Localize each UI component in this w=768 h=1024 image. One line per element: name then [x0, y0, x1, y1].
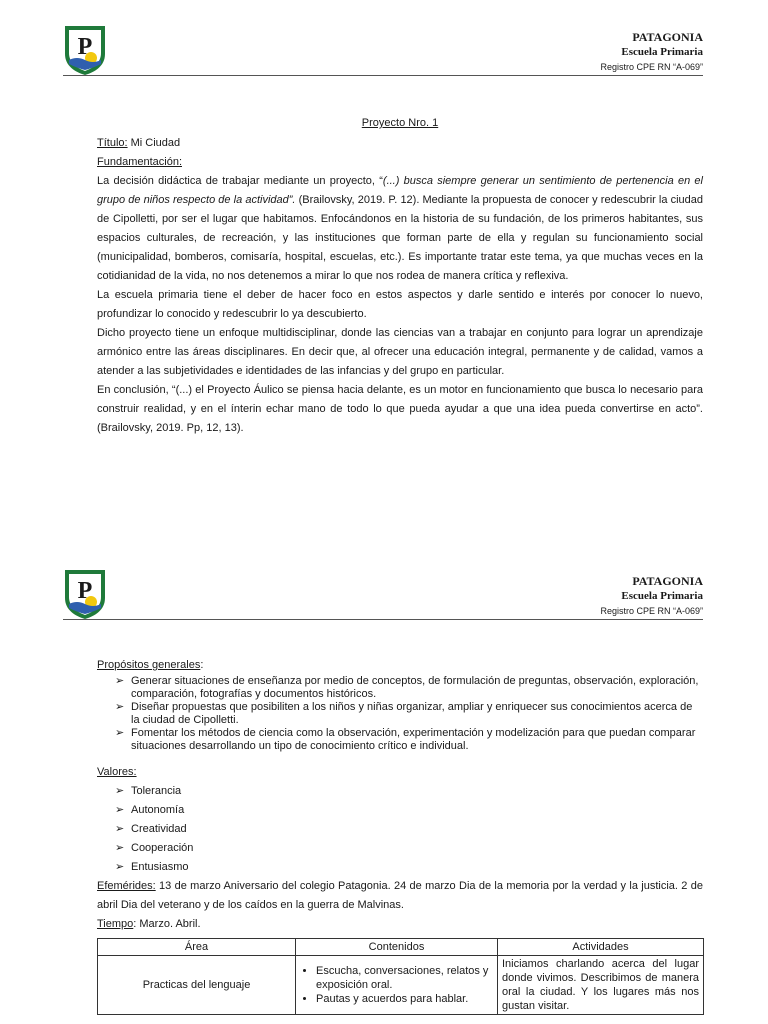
school-registry: Registro CPE RN “A-069”	[600, 606, 703, 616]
table-header-row	[98, 939, 704, 956]
table-row	[98, 956, 704, 1015]
svg-text:P: P	[77, 34, 93, 60]
page-1-body	[97, 114, 703, 438]
table-cell-contenidos	[296, 956, 498, 1015]
school-type: Escuela Primaria	[621, 590, 703, 602]
efemerides-text: 13 de marzo Aniversario del colegio Patagonia. 24 de marzo Dia de la memoria por la verdad y la justicia. 2 de abril Dia del veterano y de los caídos en la guerra de Malvinas.	[97, 880, 703, 911]
school-logo-icon	[63, 24, 107, 76]
column-header-actividades: Actividades	[498, 939, 704, 956]
school-name: PATAGONIA	[632, 30, 703, 44]
propositos-list	[97, 675, 703, 753]
list-item: • Pautas y acuerdos para hablar.	[316, 992, 493, 1006]
tiempo-label: Tiempo	[97, 918, 134, 930]
tiempo-text: : Marzo. Abril.	[133, 918, 201, 930]
list-item: ➢ Entusiasmo	[115, 858, 703, 877]
list-item: ➢ Fomentar los métodos de ciencia como la observación, experimentación y modelización para que puedan comparar situaciones desarrollando un tipo de conocimiento crítico e individual.	[115, 727, 696, 752]
header-divider	[63, 619, 703, 620]
list-item: ➢ Creatividad	[115, 820, 703, 839]
p1-rest: (Brailovsky, 2019. P. 12). Mediante la propuesta de conocer y redescubrir la ciudad de Cipolletti, por ser el lugar que habitamos. Enfocándonos en la historia de su fundación, de los primeros habitantes, sus espacios culturales, de recreación, y las instituciones que forman parte de ella y regulan su funcionamiento social (municipalidad, bomberos, comisaría, hospital, escuelas, etc.). Es importante tratar este tema, ya que muchas veces en la cotidianidad de la vida, no nos detenemos a mirar lo que nos rodea de manera crítica y reflexiva.	[97, 194, 704, 282]
school-name: PATAGONIA	[632, 574, 703, 588]
project-title: Proyecto Nro. 1	[361, 117, 439, 129]
document-page-2	[0, 558, 768, 1024]
page-header	[600, 574, 703, 618]
arrow-bullet-icon: ➢	[115, 861, 125, 873]
list-item: ➢ Autonomía	[115, 801, 703, 820]
planning-table	[97, 938, 704, 1015]
titulo-line	[97, 134, 703, 153]
table-cell-actividades: Iniciamos charlando acerca del lugar donde vivimos. Describimos de manera oral la ciudad. Y los lugares más nos gustan visitar.	[498, 956, 704, 1015]
arrow-bullet-icon: ➢	[115, 727, 125, 739]
titulo-label: Título:	[97, 137, 128, 149]
titulo-value: Mi Ciudad	[127, 137, 181, 149]
list-item: ➢ Cooperación	[115, 839, 703, 858]
fundamentacion-paragraph-2: La escuela primaria tiene el deber de hacer foco en estos aspectos y darle sentido e interés por conocer lo nuevo, profundizar lo conocido y redescubrir lo ya descubierto.	[97, 289, 703, 320]
tiempo-line	[97, 915, 703, 934]
page-header	[600, 30, 703, 74]
fundamentacion-heading: Fundamentación:	[97, 156, 182, 168]
arrow-bullet-icon: ➢	[115, 804, 125, 816]
fundamentacion-paragraph-1	[97, 172, 703, 286]
svg-text:P: P	[77, 578, 93, 604]
page-2-body	[97, 656, 703, 1015]
p1-quote: (...) busca siempre generar un sentimiento de pertenencia en el grupo de niños respecto de la actividad”.	[97, 175, 703, 206]
column-header-area: Área	[98, 939, 296, 956]
list-item: ➢ Diseñar propuestas que posibiliten a los niños y niñas organizar, ampliar y enriquecer sus conocimientos acerca de la ciudad de Cipolletti.	[115, 701, 693, 726]
header-divider	[63, 75, 703, 76]
school-type: Escuela Primaria	[621, 46, 703, 58]
arrow-bullet-icon: ➢	[115, 675, 125, 687]
fundamentacion-paragraph-3: Dicho proyecto tiene un enfoque multidisciplinar, donde las ciencias van a trabajar en conjunto para lograr un aprendizaje armónico entre las áreas disciplinares. En decir que, al ofrecer una educación integral, permanente y de calidad, vamos a atender a las subjetividades e identidades de las infancias y del grupo en particular.	[97, 327, 703, 377]
school-logo-icon	[63, 568, 107, 620]
list-item: ➢ Generar situaciones de enseñanza por medio de conceptos, de formulación de preguntas, observación, exploración, comparación, fotografías y documentos históricos.	[115, 675, 699, 700]
propositos-label: Propósitos generales	[97, 659, 201, 671]
arrow-bullet-icon: ➢	[115, 842, 125, 854]
arrow-bullet-icon: ➢	[115, 701, 125, 713]
list-item: ➢ Tolerancia	[115, 782, 703, 801]
table-cell-area: Practicas del lenguaje	[98, 956, 296, 1015]
school-registry: Registro CPE RN “A-069”	[600, 62, 703, 72]
valores-heading: Valores:	[97, 766, 137, 778]
column-header-contenidos: Contenidos	[296, 939, 498, 956]
p1-intro: La decisión didáctica de trabajar mediante un proyecto, “	[97, 175, 383, 187]
propositos-heading: Propósitos generales:	[97, 659, 204, 671]
list-item: • Escucha, conversaciones, relatos y exposición oral.	[316, 964, 493, 992]
arrow-bullet-icon: ➢	[115, 823, 125, 835]
arrow-bullet-icon: ➢	[115, 785, 125, 797]
efemerides-paragraph	[97, 877, 703, 915]
efemerides-label: Efemérides:	[97, 880, 156, 892]
valores-list	[97, 782, 703, 877]
fundamentacion-paragraph-4: En conclusión, “(...) el Proyecto Áulico se piensa hacia delante, es un motor en funcionamiento que busca lo necesario para construir realidad, y en el ínterin echar mano de todo lo que pueda ayudar a que una idea pueda convertirse en acto”. (Brailovsky, 2019. Pp, 12, 13).	[97, 384, 703, 434]
